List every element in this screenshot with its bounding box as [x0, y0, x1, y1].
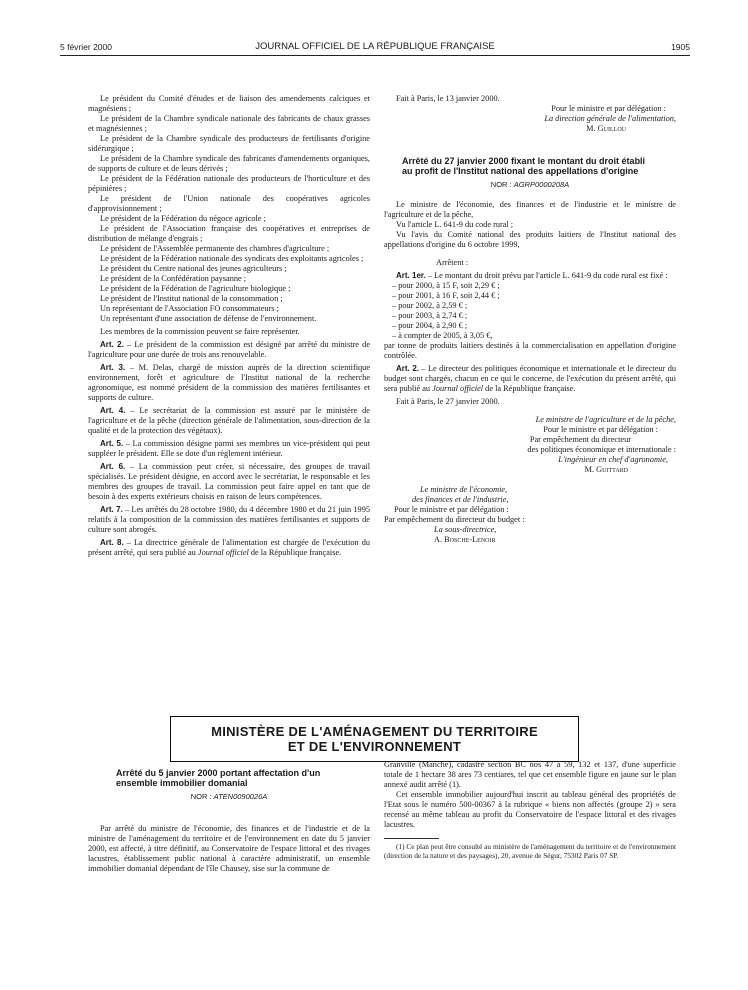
minister-title: des finances et de l'industrie,	[412, 495, 509, 504]
signature-name: A. Bosche-Lenoir	[434, 535, 496, 544]
rate-item: – pour 2000, à 15 F, soit 2,29 € ;	[392, 281, 500, 290]
minister-title: Le ministre de l'agriculture et de la pêche,	[535, 415, 676, 424]
nor-reference: NOR : AGRP0000208A	[490, 180, 570, 189]
bottom-left-column	[88, 768, 370, 874]
issue-date: 5 février 2000	[60, 42, 112, 52]
signature-name: M. Guillou	[586, 124, 626, 133]
bottom-right-column	[384, 760, 676, 860]
rate-item: – pour 2002, à 2,59 € ;	[392, 301, 468, 310]
article-label: Art. 2.	[100, 340, 124, 349]
minister-title: Le ministre de l'économie,	[420, 485, 508, 494]
article-text: – La commission désigne parmi ses membres un vice-président qui peut suppléer le président. Elle se dote d'un règlement intérieur.	[88, 439, 371, 458]
article-text: – La commission peut créer, si nécessaire, des groupes de travail spécialisés. Le président désigne, en accord avec le secrétariat, le responsable et les membres des groupes de travail. La commission peut faire appel en tant que de besoin à des experts extérieurs choisis en raison de leurs compétences.	[88, 462, 371, 501]
arretent: Arrêtent :	[436, 258, 469, 267]
member-entry: Le président de la Chambre syndicale des producteurs de fertilisants d'origine sidérurgique ;	[88, 134, 370, 153]
article-text: – Les arrêtés du 28 octobre 1980, du 4 décembre 1980 et du 21 juin 1995 relatifs à la composition de la commission des matières fertilisantes et supports de culture sont abrogés.	[88, 505, 370, 534]
member-entry: Un représentant de l'Association FO consommateurs ;	[100, 304, 279, 313]
decree-paragraph: Granville (Manche), cadastré section BC nos 47 à 59, 132 et 137, d'une superficie totale de 1 hectare 38 ares 73 centiares, tel que cet ensemble figure en jaune sur le plan annexé audit arrêté (1).	[384, 760, 676, 789]
journal-title: JOURNAL OFFICIEL DE LA RÉPUBLIQUE FRANÇAISE	[255, 41, 495, 52]
member-entry: Le président de l'Union nationale des coopératives agricoles d'approvisionnement ;	[88, 194, 370, 213]
member-entry: Le président de l'Association française des coopératives et entreprises de distribution de mélange d'engrais ;	[88, 224, 370, 243]
visa: Le ministre de l'économie, des finances et de l'industrie et le ministre de l'agriculture et de la pêche,	[384, 200, 676, 219]
decree-title: Arrêté du 5 janvier 2000 portant affectation d'un ensemble immobilier domanial	[116, 768, 321, 788]
article	[88, 505, 370, 535]
header-rule	[60, 55, 690, 56]
member-entry: Le président de la Confédération paysanne ;	[100, 274, 247, 283]
member-entry: Un représentant d'une association de défense de l'environnement.	[100, 314, 317, 323]
decree-paragraph: Par arrêté du ministre de l'économie, des finances et de l'industrie et de la ministre de l'aménagement du territoire et de l'environnement en date du 5 janvier 2000, est affecté, à titre définitif, au Conservatoire de l'espace littoral et des rivages lacustres, établissement public national à caractère administratif, un ensemble immobilier domanial dépendant de l'île Chausey, sise sur la commune de	[88, 824, 370, 873]
signature-line: des politiques économique et internationale :	[527, 445, 676, 454]
article-text: – Le secrétariat de la commission est assuré par le ministère de l'agriculture et de la pêche (direction générale de l'alimentation, sous-direction de la qualité et de la protection des végétaux).	[88, 406, 370, 435]
article	[88, 406, 370, 436]
article-1-end: par tonne de produits laitiers destinés à la commercialisation en appellation d'origine contrôlée.	[384, 341, 676, 360]
signature-name: M. Guittard	[584, 465, 628, 474]
signature-line: Par empêchement du directeur	[529, 435, 631, 444]
place-date-2: Fait à Paris, le 27 janvier 2000.	[396, 397, 500, 406]
article-label: Art. 4.	[100, 406, 126, 415]
signature-line: Par empêchement du directeur du budget :	[384, 515, 525, 524]
article	[88, 439, 370, 459]
rate-item: – pour 2004, à 2,90 € ;	[392, 321, 468, 330]
article-label: Art. 7.	[100, 505, 123, 514]
visa: Vu l'avis du Comité national des produits laitiers de l'Institut national des appellations d'origine du 6 octobre 1999,	[384, 230, 676, 249]
member-entry: Le président de la Fédération de l'agriculture biologique ;	[100, 284, 291, 293]
article	[88, 462, 370, 502]
page-header	[60, 40, 690, 56]
nor-reference: NOR : ATEN0090026A	[190, 792, 268, 801]
signature-line: Pour le ministre et par délégation :	[551, 104, 666, 113]
rate-item: – pour 2003, à 2,74 € ;	[392, 311, 468, 320]
article-1: Art. 1er. – Le montant du droit prévu par l'article L. 641-9 du code rural est fixé :	[396, 271, 668, 280]
right-column	[384, 94, 676, 545]
signature-line: La sous-directrice,	[434, 525, 497, 534]
signature-line: L'ingénieur en chef d'agronomie,	[558, 455, 668, 464]
article-text: – Le président de la commission est désigné par arrêté du ministre de l'agriculture pour une durée de trois ans renouvelable.	[88, 340, 371, 359]
article-text: – M. Delas, chargé de mission auprès de la direction scientifique environnement, forêt et agriculture de l'Institut national de la recherche agronomique, est nommé président de la commission des matières fertilisantes et supports de culture.	[88, 363, 371, 402]
rate-item: – pour 2001, à 16 F, soit 2,44 € ;	[392, 291, 500, 300]
rate-item: – à compter de 2005, à 3,05 €,	[392, 331, 493, 340]
article-8: Art. 8. – La directrice générale de l'alimentation est chargée de l'exécution du présent arrêté, qui sera publié au Journal officiel de la République française.	[88, 538, 371, 557]
member-entry: Le président de la Fédération nationale des producteurs de l'horticulture et des pépinières ;	[88, 174, 370, 193]
ministry-heading-line: MINISTÈRE DE L'AMÉNAGEMENT DU TERRITOIRE	[211, 724, 538, 739]
rates-list	[384, 281, 676, 341]
decree-paragraph: Cet ensemble immobilier aujourd'hui inscrit au tableau général des propriétés de l'Etat sous le numéro 500-00367 à la rubrique « biens non affectés (groupe 2) » sera recensé au même tableau au profit du Conservatoire de l'espace littoral et des rivages lacustres.	[384, 790, 676, 829]
place-date-1: Fait à Paris, le 13 janvier 2000.	[396, 94, 500, 103]
ministry-heading-box	[170, 716, 579, 762]
members-list	[88, 94, 370, 324]
article-2: Art. 2. – Le directeur des politiques économique et internationale et le directeur du budget sont chargés, chacun en ce qui le concerne, de l'exécution du présent arrêté, qui sera publié au Journal officiel de la République française.	[384, 364, 676, 393]
article-label: Art. 5.	[100, 439, 124, 448]
signature-line: La direction générale de l'alimentation,	[544, 114, 676, 123]
page-number: 1905	[671, 42, 690, 52]
visa: Vu l'article L. 641-9 du code rural ;	[396, 220, 514, 229]
article-label: Art. 3.	[100, 363, 126, 372]
members-note: Les membres de la commission peuvent se faire représenter.	[100, 327, 300, 336]
member-entry: Le président de l'Assemblée permanente des chambres d'agriculture ;	[100, 244, 330, 253]
member-entry: Le président de la Fédération nationale des syndicats des exploitants agricoles ;	[100, 254, 364, 263]
decree-title: Arrêté du 27 janvier 2000 fixant le montant du droit établi au profit de l'Institut national des appellations d'origine	[402, 156, 646, 176]
member-entry: Le président de l'Institut national de la consommation ;	[100, 294, 283, 303]
member-entry: Le président du Centre national des jeunes agriculteurs ;	[100, 264, 287, 273]
member-entry: Le président de la Fédération du négoce agricole ;	[100, 214, 266, 223]
footnote-rule	[384, 838, 439, 839]
articles-list	[88, 340, 370, 535]
left-column	[88, 94, 370, 558]
article-label: Art. 6.	[100, 462, 126, 471]
member-entry: Le président du Comité d'études et de liaison des amendements calciques et magnésiens ;	[88, 94, 370, 113]
member-entry: Le président de la Chambre syndicale nationale des fabricants de chaux grasses et magnésiennes ;	[88, 114, 370, 133]
member-entry: Le président de la Chambre syndicale des fabricants d'amendements organiques, de supports de culture et de leurs dérivés ;	[88, 154, 370, 173]
footnote: (1) Ce plan peut être consulté au ministère de l'aménagement du territoire et de l'environnement (direction de la nature et des paysages), 20, avenue de Ségur, 75302 Paris 07 SP.	[384, 842, 676, 860]
signature-line: Pour le ministre et par délégation :	[394, 505, 509, 514]
article	[88, 363, 370, 403]
article	[88, 340, 370, 360]
signature-line: Pour le ministre et par délégation :	[543, 425, 658, 434]
ministry-heading-line: ET DE L'ENVIRONNEMENT	[287, 739, 462, 754]
article-label: Art. 8.	[100, 538, 124, 547]
